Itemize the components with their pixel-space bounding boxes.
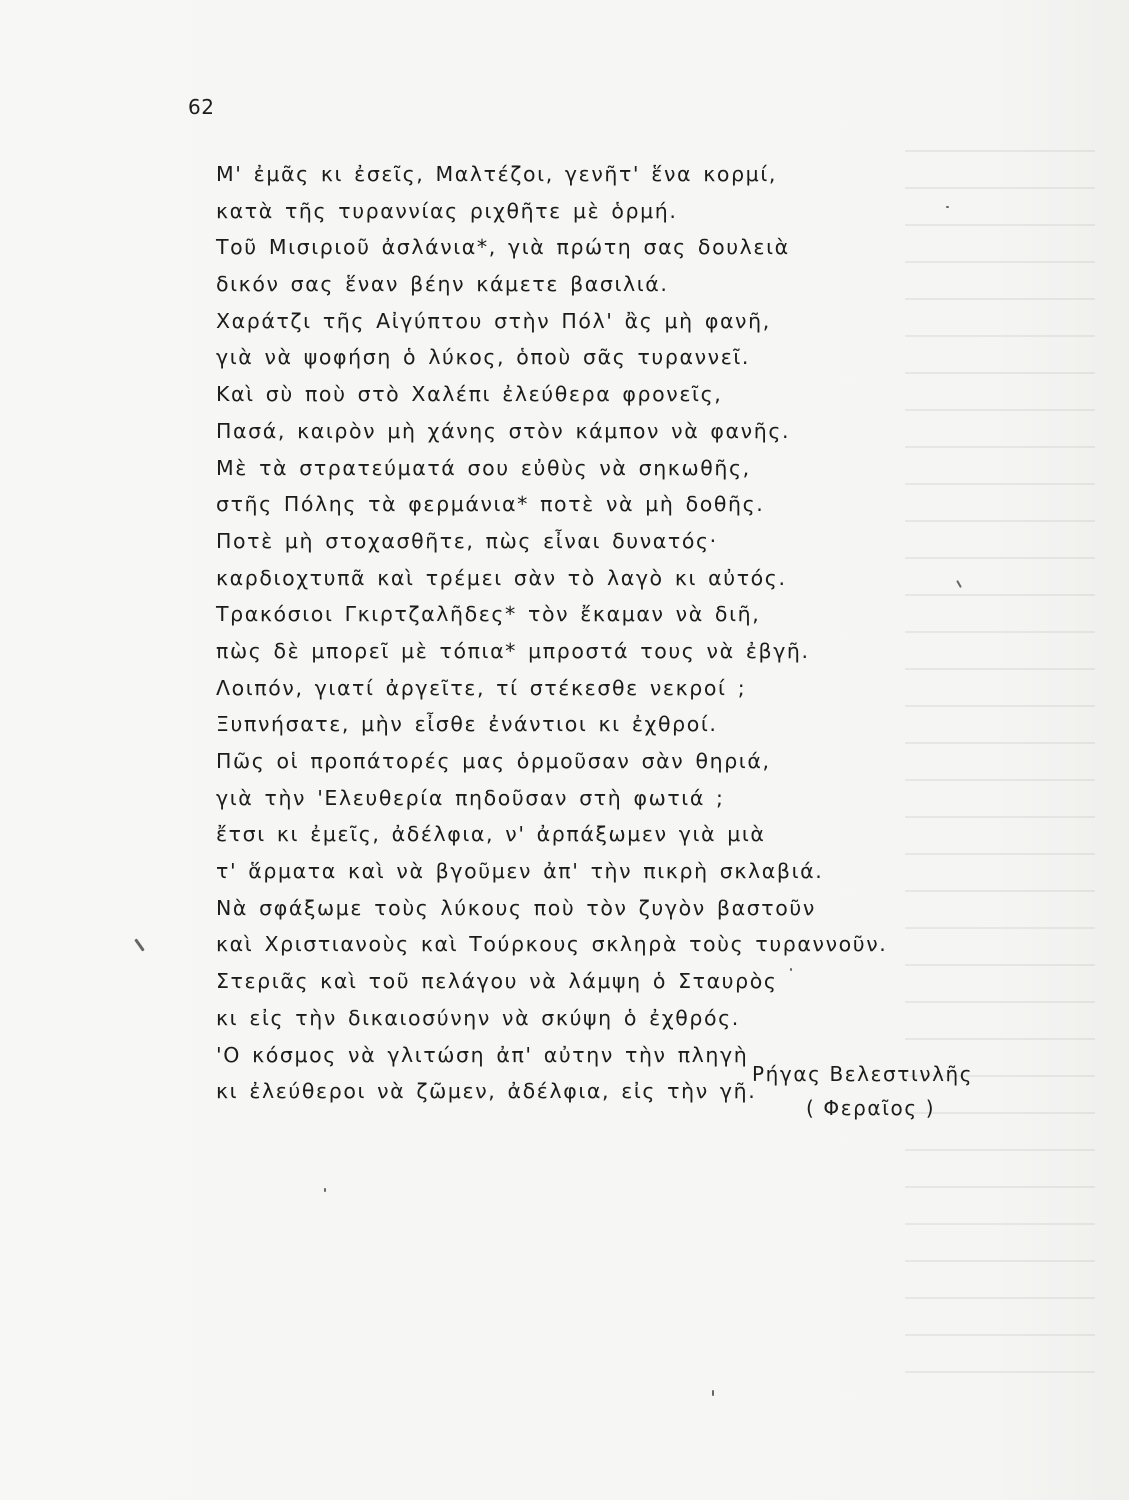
poem-line: γιὰ νὰ ψοφήση ὁ λύκος, ὁποὺ σᾶς τυραννεῖ. xyxy=(216,345,751,370)
poem-line: Ξυπνήσατε, μὴν εἶσθε ἐνάντιοι κι ἐχθροί. xyxy=(216,712,718,737)
poem-line: Πῶς οἱ προπάτορές μας ὁρμοῦσαν σὰν θηριά, xyxy=(216,749,771,773)
poem-line: καρδιοχτυπᾶ καὶ τρέμει σὰν τὸ λαγὸ κι αὐτός. xyxy=(216,565,787,590)
poem-line: Καὶ σὺ ποὺ στὸ Χαλέπι ἐλεύθερα φρονεῖς, xyxy=(216,382,723,407)
author-signature: Ρήγας Βελεστινλῆς xyxy=(752,1062,974,1086)
page-number: 62 xyxy=(188,95,215,119)
speck xyxy=(324,1188,326,1192)
poem-line: τ' ἅρματα καὶ νὰ βγοῦμεν ἀπ' τὴν πικρὴ σκλαβιά. xyxy=(216,859,824,884)
poem-line: Χαράτζι τῆς Αἰγύπτου στὴν Πόλ' ἂς μὴ φανῆ, xyxy=(216,308,771,333)
poem-line: ἔτσι κι ἐμεῖς, ἀδέλφια, ν' ἀρπάξωμεν γιὰ μιὰ xyxy=(216,822,766,847)
poem-line: Νὰ σφάξωμε τοὺς λύκους ποὺ τὸν ζυγὸν βαστοῦν xyxy=(216,895,816,920)
poem-line: 'Ο κόσμος νὰ γλιτώση ἀπ' αὐτην τὴν πληγὴ xyxy=(216,1042,749,1067)
poem-line: γιὰ τὴν 'Ελευθερία πηδοῦσαν στὴ φωτιά ; xyxy=(216,785,725,810)
poem-line: Ποτὲ μὴ στοχασθῆτε, πὼς εἶναι δυνατός· xyxy=(216,528,718,553)
poem xyxy=(216,156,936,1110)
poem-line: Μ' ἐμᾶς κι ἐσεῖς, Μαλτέζοι, γενῆτ' ἕνα κορμί, xyxy=(216,162,777,186)
speck xyxy=(790,968,792,971)
poem-line: κι εἰς τὴν δικαιοσύνην νὰ σκύψη ὁ ἐχθρός. xyxy=(216,1005,740,1030)
poem-line: στῆς Πόλης τὰ φερμάνια* ποτὲ νὰ μὴ δοθῆς. xyxy=(216,492,765,517)
speck xyxy=(946,206,949,208)
poem-line: Στεριᾶς καὶ τοῦ πελάγου νὰ λάμψη ὁ Σταυρὸς xyxy=(216,969,778,994)
poem-line: Τοῦ Μισιριοῦ ἀσλάνια*, γιὰ πρώτη σας δουλειὰ xyxy=(216,235,790,260)
poem-line: καὶ Χριστιανοὺς καὶ Τούρκους σκληρὰ τοὺς τυραννοῦν. xyxy=(216,932,888,957)
poem-line: κι ἐλεύθεροι νὰ ζῶμεν, ἀδέλφια, εἰς τὴν γῆ. xyxy=(216,1079,757,1104)
poem-line: δικόν σας ἕναν βέην κάμετε βασιλιά. xyxy=(216,272,669,297)
poem-line: Μὲ τὰ στρατεύματά σου εὐθὺς νὰ σηκωθῆς, xyxy=(216,455,751,480)
author-alias: ( Φεραῖος ) xyxy=(806,1096,936,1120)
poem-line: Λοιπόν, γιατί ἀργεῖτε, τί στέκεσθε νεκροί ; xyxy=(216,675,747,700)
poem-line: Πασά, καιρὸν μὴ χάνης στὸν κάμπον νὰ φανῆς. xyxy=(216,418,791,443)
poem-line: Τρακόσιοι Γκιρτζαλῆδες* τὸν ἔκαμαν νὰ διῆ, xyxy=(216,602,761,627)
speck xyxy=(134,938,144,951)
speck xyxy=(712,1390,714,1396)
poem-line: κατὰ τῆς τυραννίας ριχθῆτε μὲ ὁρμή. xyxy=(216,198,678,223)
poem-line: πὼς δὲ μπορεῖ μὲ τόπια* μπροστά τους νὰ ἐβγῆ. xyxy=(216,638,810,663)
